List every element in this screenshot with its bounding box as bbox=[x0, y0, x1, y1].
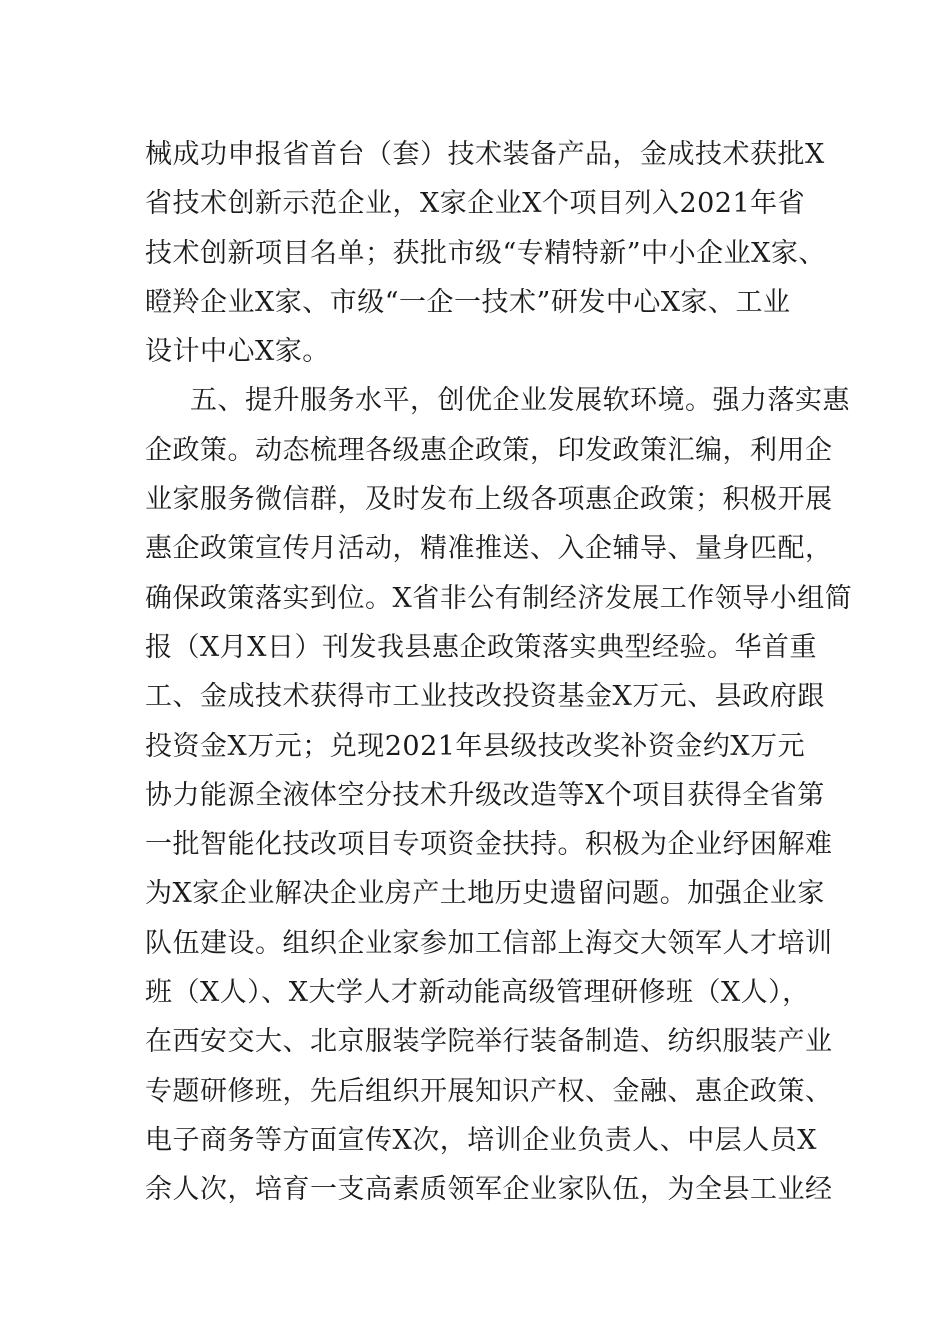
text-line: 班（X人）、X大学人才新动能高级管理研修班（X人）， bbox=[145, 977, 810, 1009]
text-line: 设计中心X家。 bbox=[145, 336, 330, 368]
text-line: 惠企政策宣传月活动，精准推送、入企辅导、量身匹配， bbox=[145, 533, 833, 565]
text-line: 报（X月X日）刊发我县惠企政策落实典型经验。华首重 bbox=[145, 631, 817, 663]
document-body bbox=[145, 130, 853, 1215]
text-line: 一批智能化技改项目专项资金扶持。积极为企业纾困解难 bbox=[145, 829, 833, 861]
text-line: 队伍建设。组织企业家参加工信部上海交大领军人才培训 bbox=[145, 927, 833, 959]
text-line: 确保政策落实到位。X省非公有制经济发展工作领导小组简 bbox=[145, 582, 853, 614]
section-heading-line: 五、提升服务水平，创优企业发展软环境。强力落实惠 bbox=[190, 385, 850, 417]
text-line: 电子商务等方面宣传X次，培训企业负责人、中层人员X bbox=[145, 1124, 817, 1156]
text-line: 企政策。动态梳理各级惠企政策，印发政策汇编，利用企 bbox=[145, 434, 833, 466]
text-line: 投资金X万元；兑现2021年县级技改奖补资金约X万元 bbox=[145, 730, 806, 762]
text-line: 余人次，培育一支高素质领军企业家队伍，为全县工业经 bbox=[145, 1174, 833, 1206]
text-line: 在西安交大、北京服装学院举行装备制造、纺织服装产业 bbox=[145, 1026, 833, 1058]
text-line: 专题研修班，先后组织开展知识产权、金融、惠企政策、 bbox=[145, 1075, 833, 1107]
text-line: 协力能源全液体空分技术升级改造等X个项目获得全省第 bbox=[145, 779, 825, 811]
text-line: 技术创新项目名单；获批市级“专精特新”中小企业X家、 bbox=[145, 237, 826, 269]
text-line: 业家服务微信群，及时发布上级各项惠企政策；积极开展 bbox=[145, 484, 833, 516]
text-line: 为X家企业解决企业房产土地历史遗留问题。加强企业家 bbox=[145, 878, 825, 910]
text-line: 工、金成技术获得市工业技改投资基金X万元、县政府跟 bbox=[145, 681, 825, 713]
text-line: 瞪羚企业X家、市级“一企一技术”研发中心X家、工业 bbox=[145, 286, 791, 318]
text-line: 械成功申报省首台（套）技术装备产品，金成技术获批X bbox=[145, 139, 825, 170]
text-line: 省技术创新示范企业，X家企业X个项目列入2021年省 bbox=[145, 188, 806, 220]
